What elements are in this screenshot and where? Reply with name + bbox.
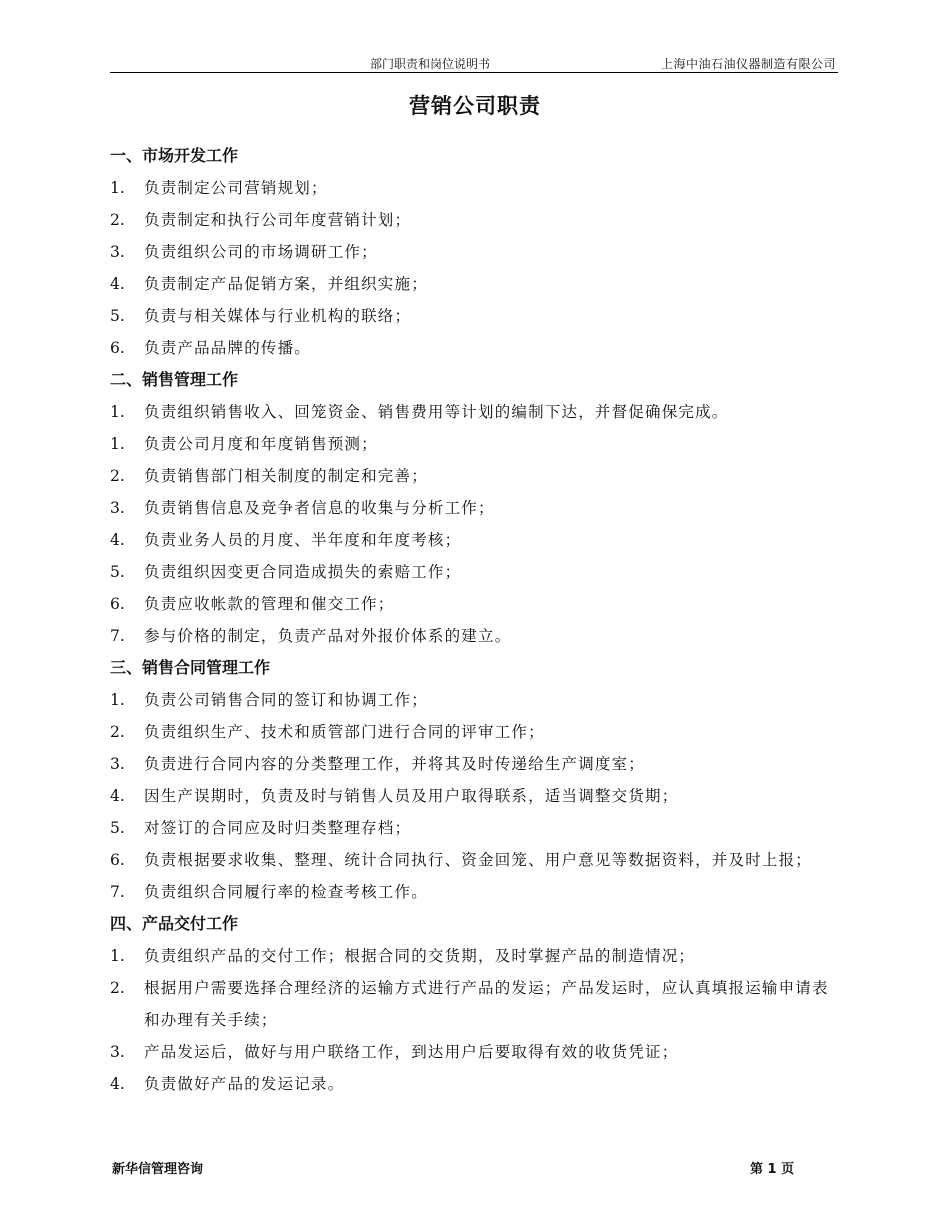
list-item-text: 负责应收帐款的管理和催交工作； — [144, 595, 395, 613]
list-item — [110, 620, 840, 652]
list-item-text: 负责产品品牌的传播。 — [144, 339, 312, 357]
list-item-text: 负责制定产品促销方案，并组织实施； — [144, 275, 428, 293]
list-item-number: 4. — [110, 531, 125, 549]
list-item — [110, 460, 840, 492]
list-item-text: 因生产误期时，负责及时与销售人员及用户取得联系，适当调整交货期； — [144, 787, 679, 805]
list-item-text: 负责根据要求收集、整理、统计合同执行、资金回笼、用户意见等数据资料，并及时上报； — [144, 851, 813, 869]
list-item-number: 1. — [110, 947, 125, 965]
list-item-text: 负责销售部门相关制度的制定和完善； — [144, 467, 428, 485]
list-item-number: 5. — [110, 819, 125, 837]
list-item — [110, 332, 840, 364]
list-item-text: 负责组织公司的市场调研工作； — [144, 243, 378, 261]
list-item-text: 负责业务人员的月度、半年度和年度考核； — [144, 531, 462, 549]
section-heading: 二、销售管理工作 — [110, 370, 239, 389]
list-item-text: 负责组织销售收入、回笼资金、销售费用等计划的编制下达，并督促确保完成。 — [144, 403, 729, 421]
list-item — [110, 716, 840, 748]
list-item-number: 6. — [110, 595, 125, 613]
list-item-number: 1. — [110, 403, 125, 421]
list-item-number: 6. — [110, 339, 125, 357]
list-item — [110, 876, 840, 908]
list-item — [110, 940, 840, 972]
section-heading: 一、市场开发工作 — [110, 146, 239, 165]
header-doc-title: 部门职责和岗位说明书 — [370, 57, 491, 71]
list-item — [110, 780, 840, 812]
list-item-text: 负责公司销售合同的签订和协调工作； — [144, 691, 428, 709]
list-item — [110, 204, 840, 236]
list-item-text: 负责制定公司营销规划； — [144, 179, 328, 197]
list-item-text: 产品发运后，做好与用户联络工作，到达用户后要取得有效的收货凭证； — [144, 1043, 679, 1061]
list-item-number: 5. — [110, 563, 125, 581]
list-item-text: 参与价格的制定，负责产品对外报价体系的建立。 — [144, 627, 512, 645]
list-item-number: 2. — [110, 467, 125, 485]
list-item-number: 5. — [110, 307, 125, 325]
list-item-number: 1. — [110, 179, 125, 197]
section-heading: 四、产品交付工作 — [110, 914, 239, 933]
list-item-text: 负责组织因变更合同造成损失的索赔工作； — [144, 563, 462, 581]
list-item — [110, 172, 840, 204]
list-item — [110, 492, 840, 524]
section-heading: 三、销售合同管理工作 — [110, 658, 271, 677]
list-item-text: 负责与相关媒体与行业机构的联络； — [144, 307, 412, 325]
list-item-text: 负责组织产品的交付工作；根据合同的交货期，及时掌握产品的制造情况； — [144, 947, 696, 965]
document-body — [110, 140, 840, 1100]
footer-page-number: 第 1 页 — [750, 1162, 795, 1177]
list-item-number: 4. — [110, 787, 125, 805]
page-title: 营销公司职责 — [409, 93, 541, 118]
list-item-number: 3. — [110, 755, 125, 773]
list-item-number: 1. — [110, 691, 125, 709]
list-item-number: 4. — [110, 275, 125, 293]
list-item — [110, 524, 840, 556]
list-item — [110, 1068, 840, 1100]
list-item-text: 负责做好产品的发运记录。 — [144, 1075, 345, 1093]
list-item — [110, 268, 840, 300]
list-item — [110, 396, 840, 428]
list-item — [110, 844, 840, 876]
list-item-text: 负责公司月度和年度销售预测； — [144, 435, 378, 453]
list-item-number: 3. — [110, 1043, 125, 1061]
list-item — [110, 972, 840, 1036]
header-divider — [110, 72, 838, 73]
list-item — [110, 748, 840, 780]
list-item-text: 对签订的合同应及时归类整理存档； — [144, 819, 412, 837]
list-item-text: 根据用户需要选择合理经济的运输方式进行产品的发运；产品发运时，应认真填报运输申请表和办理有关手续； — [144, 979, 829, 1029]
list-item-number: 2. — [110, 979, 125, 997]
list-item — [110, 588, 840, 620]
list-item-number: 2. — [110, 211, 125, 229]
list-item — [110, 556, 840, 588]
list-item-text: 负责进行合同内容的分类整理工作，并将其及时传递给生产调度室； — [144, 755, 646, 773]
list-item-text: 负责销售信息及竞争者信息的收集与分析工作； — [144, 499, 495, 517]
list-item-number: 1. — [110, 435, 125, 453]
footer-publisher: 新华信管理咨询 — [112, 1162, 204, 1177]
header-company-name: 上海中油石油仪器制造有限公司 — [660, 57, 836, 71]
list-item-text: 负责制定和执行公司年度营销计划； — [144, 211, 412, 229]
list-item-number: 3. — [110, 499, 125, 517]
list-item-text: 负责组织生产、技术和质管部门进行合同的评审工作； — [144, 723, 545, 741]
list-item-number: 7. — [110, 627, 125, 645]
list-item — [110, 428, 840, 460]
list-item-number: 7. — [110, 883, 125, 901]
list-item-number: 6. — [110, 851, 125, 869]
list-item — [110, 684, 840, 716]
list-item-text: 负责组织合同履行率的检查考核工作。 — [144, 883, 428, 901]
list-item-number: 4. — [110, 1075, 125, 1093]
list-item — [110, 300, 840, 332]
list-item-number: 2. — [110, 723, 125, 741]
list-item — [110, 812, 840, 844]
list-item — [110, 236, 840, 268]
list-item — [110, 1036, 840, 1068]
list-item-number: 3. — [110, 243, 125, 261]
